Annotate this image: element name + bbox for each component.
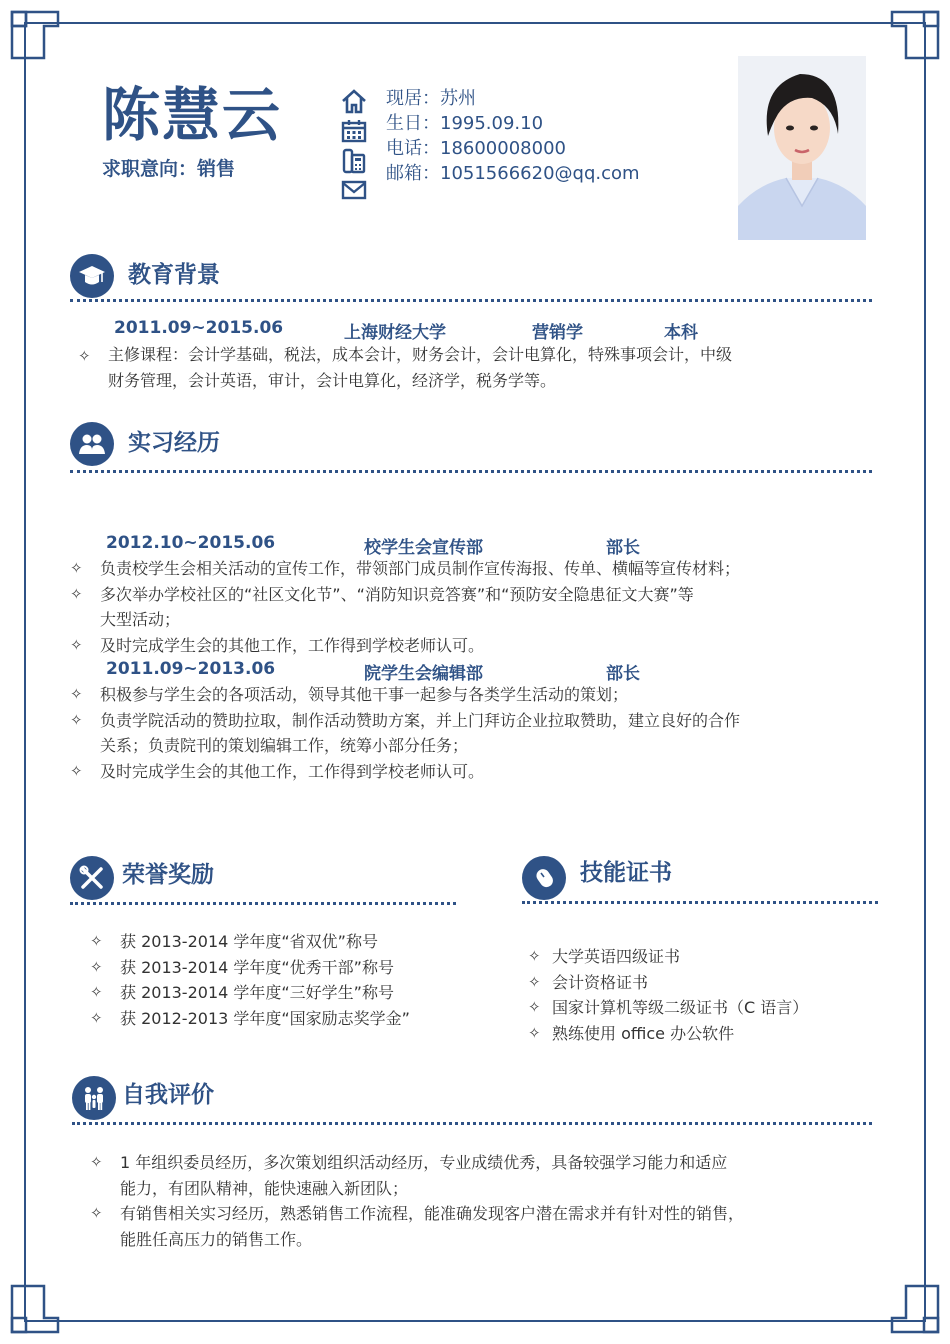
skills-section-icon	[522, 856, 566, 900]
list-item: ✧ 获 2013-2014 学年度“省双优”称号	[90, 929, 470, 955]
tools-icon	[78, 864, 106, 892]
job-2-role: 部长	[606, 664, 640, 684]
list-item: ✧ 获 2012-2013 学年度“国家励志奖学金”	[90, 1006, 470, 1032]
profile-photo	[738, 56, 866, 240]
honors-section-icon	[70, 856, 114, 900]
education-divider	[70, 299, 872, 302]
job-2-period: 2011.09~2013.06	[106, 659, 276, 679]
job-1-org: 校学生会宣传部	[364, 538, 483, 558]
list-item: ✧ 1 年组织委员经历，多次策划组织活动经历，专业成绩优秀，具备较强学习能力和适应 能力，有团队精神，能快速融入新团队；	[90, 1150, 880, 1201]
corner-ornament-bottom-left	[8, 1282, 62, 1336]
education-title: 教育背景	[128, 262, 220, 288]
self-eval-title: 自我评价	[122, 1082, 214, 1108]
job-intent: 求职意向：销售	[102, 158, 236, 180]
job-1-duties	[70, 556, 880, 658]
internship-title: 实习经历	[128, 430, 220, 456]
candidate-name: 陈慧云	[102, 81, 283, 149]
graduation-cap-icon	[78, 262, 106, 290]
contact-phone: 电话：18600008000	[386, 138, 566, 159]
phone-icon	[340, 148, 368, 174]
list-item: ✧ 获 2013-2014 学年度“三好学生”称号	[90, 980, 470, 1006]
internship-divider	[70, 470, 872, 473]
list-item: ✧ 积极参与学生会的各项活动，领导其他干事一起参与各类学生活动的策划；	[70, 682, 880, 708]
list-item: ✧ 熟练使用 office 办公软件	[528, 1021, 888, 1047]
skills-list	[528, 944, 888, 1046]
honors-divider	[70, 902, 456, 905]
list-item: ✧ 会计资格证书	[528, 970, 888, 996]
honors-list	[90, 929, 470, 1031]
contact-icons	[340, 88, 370, 206]
education-bullet: ✧	[78, 347, 91, 365]
mouse-icon	[530, 864, 558, 892]
list-item: ✧ 及时完成学生会的其他工作，工作得到学校老师认可。	[70, 633, 880, 659]
job-2-org: 院学生会编辑部	[364, 664, 483, 684]
list-item: ✧ 获 2013-2014 学年度“优秀干部”称号	[90, 955, 470, 981]
self-eval-list	[90, 1150, 880, 1252]
education-course-line-1: 主修课程：会计学基础，税法，成本会计，财务会计，会计电算化，特殊事项会计，中级	[108, 345, 733, 364]
corner-ornament-top-right	[888, 8, 942, 62]
list-item: ✧ 大学英语四级证书	[528, 944, 888, 970]
education-section-icon	[70, 254, 114, 298]
list-item: ✧ 多次举办学校社区的“社区文化节”、“消防知识竞答赛”和“预防安全隐患征文大赛”等 大型活动；	[70, 582, 880, 633]
job-1-period: 2012.10~2015.06	[106, 533, 276, 553]
self-eval-divider	[72, 1122, 872, 1125]
education-course-line-2: 财务管理，会计英语，审计，会计电算化，经济学，税务学等。	[108, 371, 557, 390]
family-icon	[80, 1084, 108, 1112]
education-period: 2011.09~2015.06	[114, 318, 284, 338]
corner-ornament-bottom-right	[888, 1282, 942, 1336]
team-people-icon	[78, 430, 106, 458]
calendar-icon	[340, 119, 368, 143]
corner-ornament-top-left	[8, 8, 62, 62]
mail-icon	[340, 179, 368, 201]
contact-info	[386, 86, 640, 186]
list-item: ✧ 有销售相关实习经历，熟悉销售工作流程，能准确发现客户潜在需求并有针对性的销售， 能胜任高压力的销售工作。	[90, 1201, 880, 1252]
internship-section-icon	[70, 422, 114, 466]
job-1-role: 部长	[606, 538, 640, 558]
list-item: ✧ 国家计算机等级二级证书（C 语言）	[528, 995, 888, 1021]
education-school: 上海财经大学	[344, 323, 446, 343]
education-degree: 本科	[664, 323, 698, 343]
honors-title: 荣誉奖励	[122, 862, 214, 888]
list-item: ✧ 及时完成学生会的其他工作，工作得到学校老师认可。	[70, 759, 880, 785]
self-eval-section-icon	[72, 1076, 116, 1120]
list-item: ✧ 负责校学生会相关活动的宣传工作，带领部门成员制作宣传海报、传单、横幅等宣传材料；	[70, 556, 880, 582]
education-major: 营销学	[532, 323, 583, 343]
skills-title: 技能证书	[580, 860, 672, 886]
contact-residence: 现居：苏州	[386, 88, 476, 109]
job-2-duties	[70, 682, 880, 784]
skills-divider	[522, 901, 878, 904]
contact-birthday: 生日：1995.09.10	[386, 113, 544, 134]
contact-email: 邮箱：1051566620@qq.com	[386, 163, 640, 184]
list-item: ✧ 负责学院活动的赞助拉取，制作活动赞助方案，并上门拜访企业拉取赞助，建立良好的合作 关系；负责院刊的策划编辑工作，统筹小部分任务；	[70, 708, 880, 759]
home-icon	[340, 88, 368, 114]
